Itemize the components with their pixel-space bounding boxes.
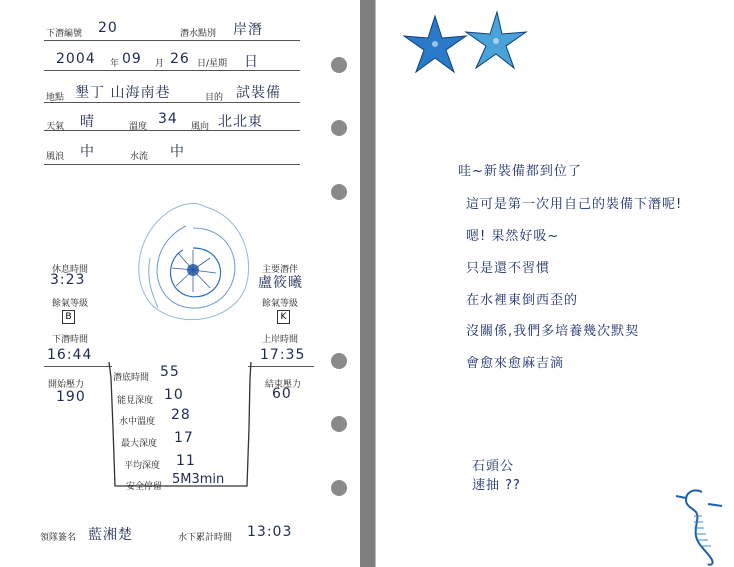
visibility-value: 10	[164, 387, 184, 403]
visibility-label: 能見深度	[117, 396, 154, 406]
total-time-label: 水下累計時間	[178, 533, 233, 543]
rule-line	[44, 102, 300, 103]
note-line: 沒關係,我們多培養幾次默契	[466, 324, 640, 339]
tank-grade-box-left: B	[62, 310, 75, 324]
binder-hole	[331, 353, 347, 369]
bottom-time-label: 潛底時間	[113, 373, 150, 383]
temperature-value: 34	[158, 111, 178, 127]
binder-hole	[331, 57, 347, 73]
bottom-time-value: 55	[160, 364, 180, 380]
day-value: 26	[170, 51, 190, 67]
start-pressure-value: 190	[56, 389, 86, 405]
site-type-label: 潛水點別	[180, 29, 217, 39]
rest-time-label: 休息時間	[52, 265, 89, 275]
mean-depth-value: 11	[176, 453, 196, 469]
total-time-value: 13:03	[247, 524, 293, 540]
note-line: 嗯! 果然好吸~	[466, 229, 560, 244]
month-unit: 月	[155, 59, 165, 69]
tank-grade-label-left: 餘氣等級	[52, 299, 89, 309]
signature-label: 領隊簽名	[40, 533, 77, 543]
signature-value: 藍湘楚	[88, 527, 133, 543]
max-depth-label: 最大深度	[121, 439, 158, 449]
location-value: 墾丁 山海南巷	[75, 85, 171, 101]
binder-hole	[331, 416, 347, 432]
location-label: 地點	[46, 93, 65, 103]
dive-number-label: 下潛編號	[46, 29, 83, 39]
wave-label: 風浪	[46, 152, 65, 162]
rule-line	[44, 366, 112, 367]
end-pressure-value: 60	[272, 386, 292, 402]
purpose-value: 試裝備	[236, 85, 281, 101]
note-signature-2: 速抽 ??	[472, 478, 521, 493]
rule-line	[248, 366, 314, 367]
year-value: 2004	[56, 51, 96, 67]
notes-page	[375, 0, 734, 567]
tank-grade-box-right: K	[277, 310, 290, 324]
rule-line	[44, 70, 300, 71]
site-type-value: 岸潛	[233, 22, 263, 38]
weekday-value: 日	[244, 54, 259, 70]
buddy-value: 盧筱曦	[258, 275, 303, 291]
binder-hole	[331, 120, 347, 136]
note-signature: 石頭公	[472, 459, 515, 474]
end-pressure-label: 結束壓力	[265, 380, 302, 390]
weather-value: 晴	[80, 114, 95, 130]
weather-label: 天氣	[46, 122, 65, 132]
safety-stop-value: 5M3min	[172, 472, 225, 487]
starfish-icon	[390, 8, 540, 80]
year-unit: 年	[110, 59, 120, 69]
binder-hole	[331, 184, 347, 200]
temperature-label: 溫度	[129, 122, 148, 132]
wind-label: 風向	[191, 122, 210, 132]
mean-depth-label: 平均深度	[124, 461, 161, 471]
rule-line	[44, 40, 300, 41]
note-line: 哇~新裝備都到位了	[458, 164, 582, 179]
exit-time-label: 上岸時間	[262, 335, 299, 345]
note-line: 會愈來愈麻吉滴	[466, 356, 565, 371]
exit-time-value: 17:35	[260, 347, 306, 363]
day-unit: 日/星期	[197, 59, 228, 69]
max-depth-value: 17	[174, 430, 194, 446]
entry-time-value: 16:44	[47, 347, 93, 363]
wave-value: 中	[80, 144, 95, 160]
month-value: 09	[122, 51, 142, 67]
water-temp-label: 水中溫度	[119, 417, 156, 427]
note-line: 這可是第一次用自己的裝備下潛呢!	[466, 197, 683, 212]
rule-line	[44, 130, 300, 131]
seahorse-icon	[672, 486, 734, 567]
buddy-label: 主要潛伴	[262, 265, 299, 275]
dive-log-page	[0, 0, 361, 567]
nautilus-shell-image	[128, 198, 258, 328]
purpose-label: 目的	[205, 93, 224, 103]
water-temp-value: 28	[171, 407, 191, 423]
wind-value: 北北東	[218, 114, 263, 130]
rule-line	[44, 164, 300, 165]
current-label: 水流	[130, 152, 149, 162]
binder-hole	[331, 480, 347, 496]
tank-grade-label-right: 餘氣等級	[262, 299, 299, 309]
binder-spine	[360, 0, 375, 567]
start-pressure-label: 開始壓力	[48, 380, 85, 390]
note-line: 在水裡東倒西歪的	[466, 293, 579, 308]
note-line: 只是還不習慣	[466, 261, 551, 276]
current-value: 中	[170, 144, 185, 160]
safety-stop-label: 安全停留	[126, 482, 163, 492]
entry-time-label: 下潛時間	[52, 335, 89, 345]
dive-number-value: 20	[98, 20, 118, 36]
rest-time-value: 3:23	[50, 272, 86, 288]
